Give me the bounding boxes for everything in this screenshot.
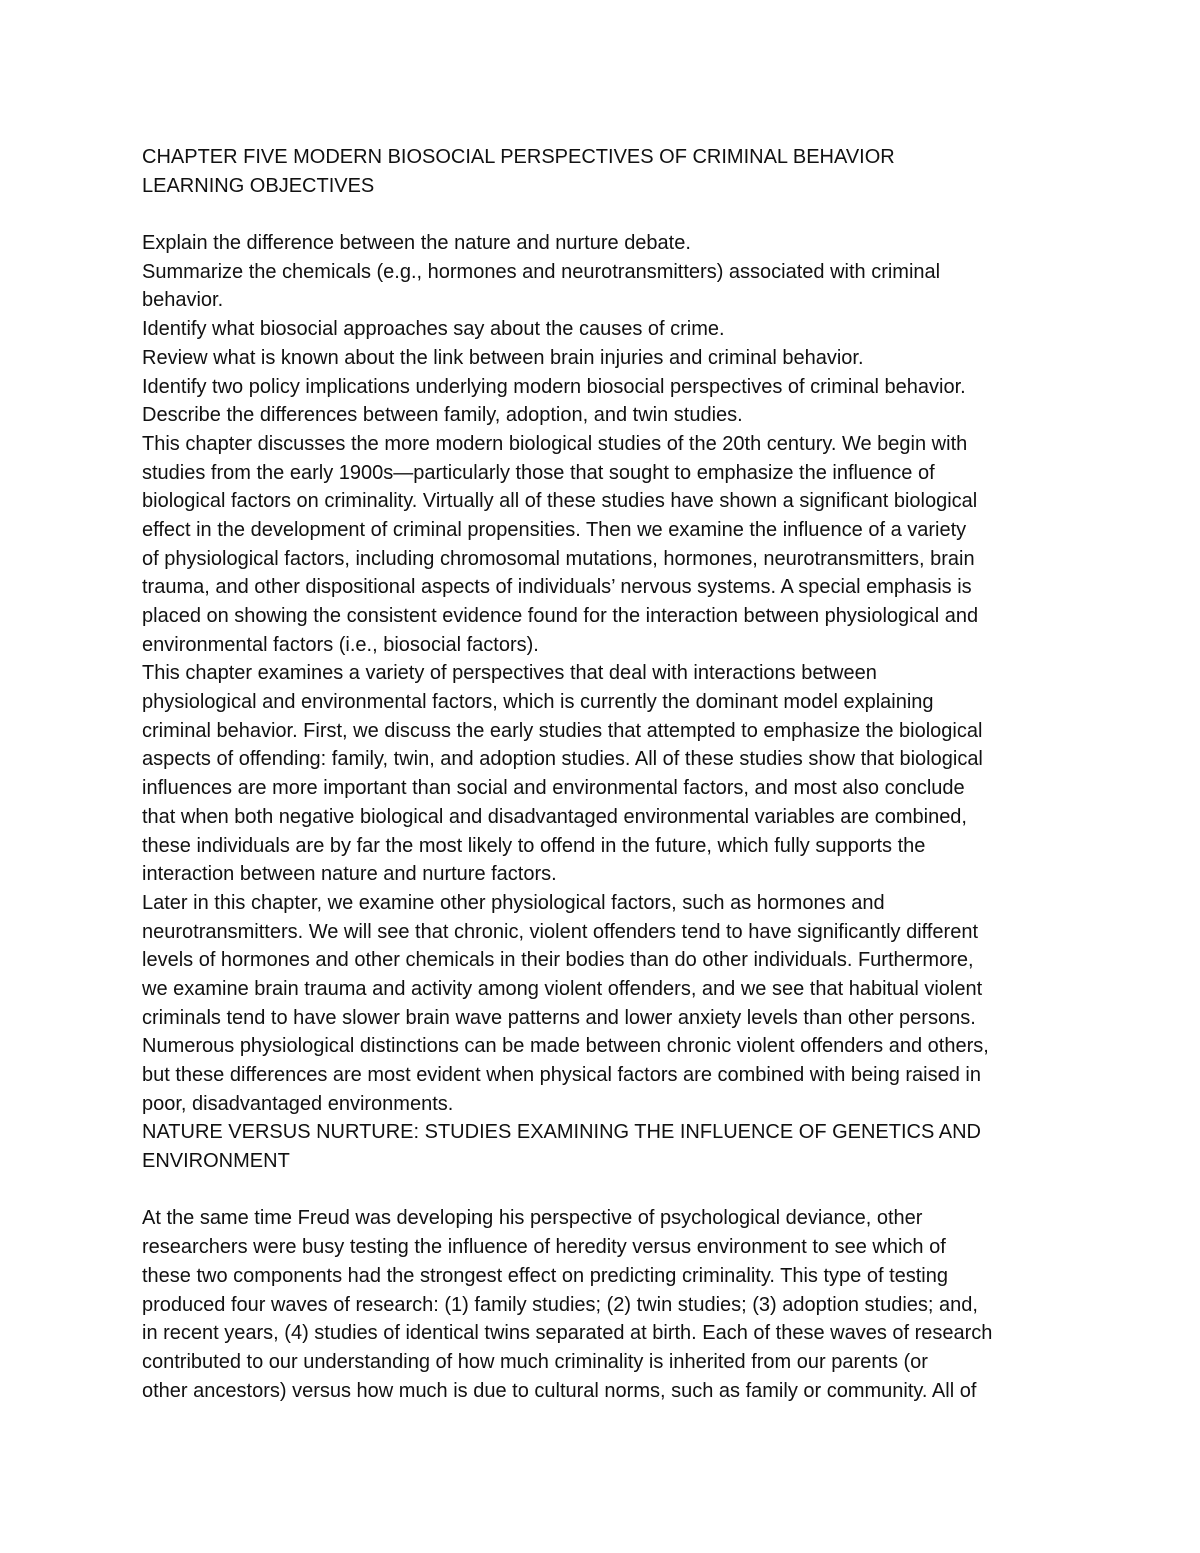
paragraph-physiological [142, 889, 1067, 1119]
paragraph-line: This chapter examines a variety of perspectives that deal with interactions between [142, 662, 877, 685]
paragraph-line: other ancestors) versus how much is due to cultural norms, such as family or community. All of [142, 1379, 977, 1402]
paragraph-line: neurotransmitters. We will see that chronic, violent offenders tend to have significantly different [142, 920, 978, 943]
paragraph-line: At the same time Freud was developing his perspective of psychological deviance, other [142, 1207, 923, 1230]
paragraph-perspectives [142, 659, 1067, 889]
paragraph-freud [142, 1204, 1067, 1405]
objective-line: Explain the difference between the nature and nurture debate. [142, 232, 691, 255]
paragraph-line: physiological and environmental factors, which is currently the dominant model explaining [142, 691, 934, 714]
paragraph-line: influences are more important than social and environmental factors, and most also conclude [142, 777, 965, 800]
paragraph-line: in recent years, (4) studies of identical twins separated at birth. Each of these waves of research [142, 1322, 993, 1345]
paragraph-line: trauma, and other dispositional aspects of individuals’ nervous systems. A special emphasis is [142, 576, 972, 599]
paragraph-line: studies from the early 1900s—particularly those that sought to emphasize the influence of [142, 461, 935, 484]
paragraph-line: but these differences are most evident when physical factors are combined with being raised in [142, 1064, 981, 1086]
objective-line: Summarize the chemicals (e.g., hormones and neurotransmitters) associated with criminal [142, 260, 941, 283]
paragraph-line: Later in this chapter, we examine other physiological factors, such as hormones and [142, 891, 885, 914]
paragraph-line: poor, disadvantaged environments. [142, 1092, 454, 1115]
objective-line: Describe the differences between family, adoption, and twin studies. [142, 404, 743, 427]
paragraph-intro [142, 430, 1067, 660]
objective-line: behavior. [142, 289, 224, 312]
chapter-title: CHAPTER FIVE MODERN BIOSOCIAL PERSPECTIVES OF CRIMINAL BEHAVIOR [142, 146, 895, 168]
paragraph-line: of physiological factors, including chromosomal mutations, hormones, neurotransmitters, brain [142, 547, 975, 570]
paragraph-line: levels of hormones and other chemicals in their bodies than do other individuals. Furthermore, [142, 949, 974, 972]
paragraph-line: environmental factors (i.e., biosocial factors). [142, 633, 539, 656]
paragraph-line: Numerous physiological distinctions can be made between chronic violent offenders and others, [142, 1035, 989, 1058]
paragraph-line: interaction between nature and nurture factors. [142, 863, 557, 886]
paragraph-line: these two components had the strongest effect on predicting criminality. This type of testing [142, 1264, 948, 1287]
section-heading [142, 1118, 1067, 1175]
blank-line [142, 1176, 1067, 1205]
paragraph-line: criminal behavior. First, we discuss the early studies that attempted to emphasize the biological [142, 719, 983, 742]
objective-line: Identify what biosocial approaches say about the causes of crime. [142, 318, 725, 341]
document-body [142, 143, 1067, 1405]
paragraph-line: produced four waves of research: (1) family studies; (2) twin studies; (3) adoption studies; and, [142, 1293, 978, 1316]
paragraph-line: we examine brain trauma and activity among violent offenders, and we see that habitual violent [142, 977, 983, 1000]
paragraph-line: biological factors on criminality. Virtually all of these studies have shown a significant biological [142, 490, 978, 513]
paragraph-line: effect in the development of criminal propensities. Then we examine the influence of a variety [142, 518, 967, 541]
paragraph-line: contributed to our understanding of how much criminality is inherited from our parents (or [142, 1350, 928, 1373]
objective-line: Review what is known about the link between brain injuries and criminal behavior. [142, 346, 864, 369]
blank-line [142, 200, 1067, 229]
paragraph-line: aspects of offending: family, twin, and adoption studies. All of these studies show that biological [142, 748, 983, 771]
paragraph-line: that when both negative biological and disadvantaged environmental variables are combined, [142, 805, 967, 828]
section-heading-line: NATURE VERSUS NURTURE: STUDIES EXAMINING THE INFLUENCE OF GENETICS AND [142, 1121, 982, 1144]
learning-objectives [142, 229, 1067, 430]
objectives-heading: LEARNING OBJECTIVES [142, 174, 375, 197]
paragraph-line: This chapter discusses the more modern biological studies of the 20th century. We begin with [142, 432, 968, 455]
objective-line: Identify two policy implications underlying modern biosocial perspectives of criminal behavior. [142, 375, 966, 398]
paragraph-line: researchers were busy testing the influence of heredity versus environment to see which of [142, 1236, 946, 1259]
paragraph-line: placed on showing the consistent evidence found for the interaction between physiological and [142, 605, 979, 627]
paragraph-line: criminals tend to have slower brain wave patterns and lower anxiety levels than other persons. [142, 1006, 976, 1029]
section-heading-line: ENVIRONMENT [142, 1150, 290, 1173]
paragraph-line: these individuals are by far the most likely to offend in the future, which fully supports the [142, 834, 926, 857]
